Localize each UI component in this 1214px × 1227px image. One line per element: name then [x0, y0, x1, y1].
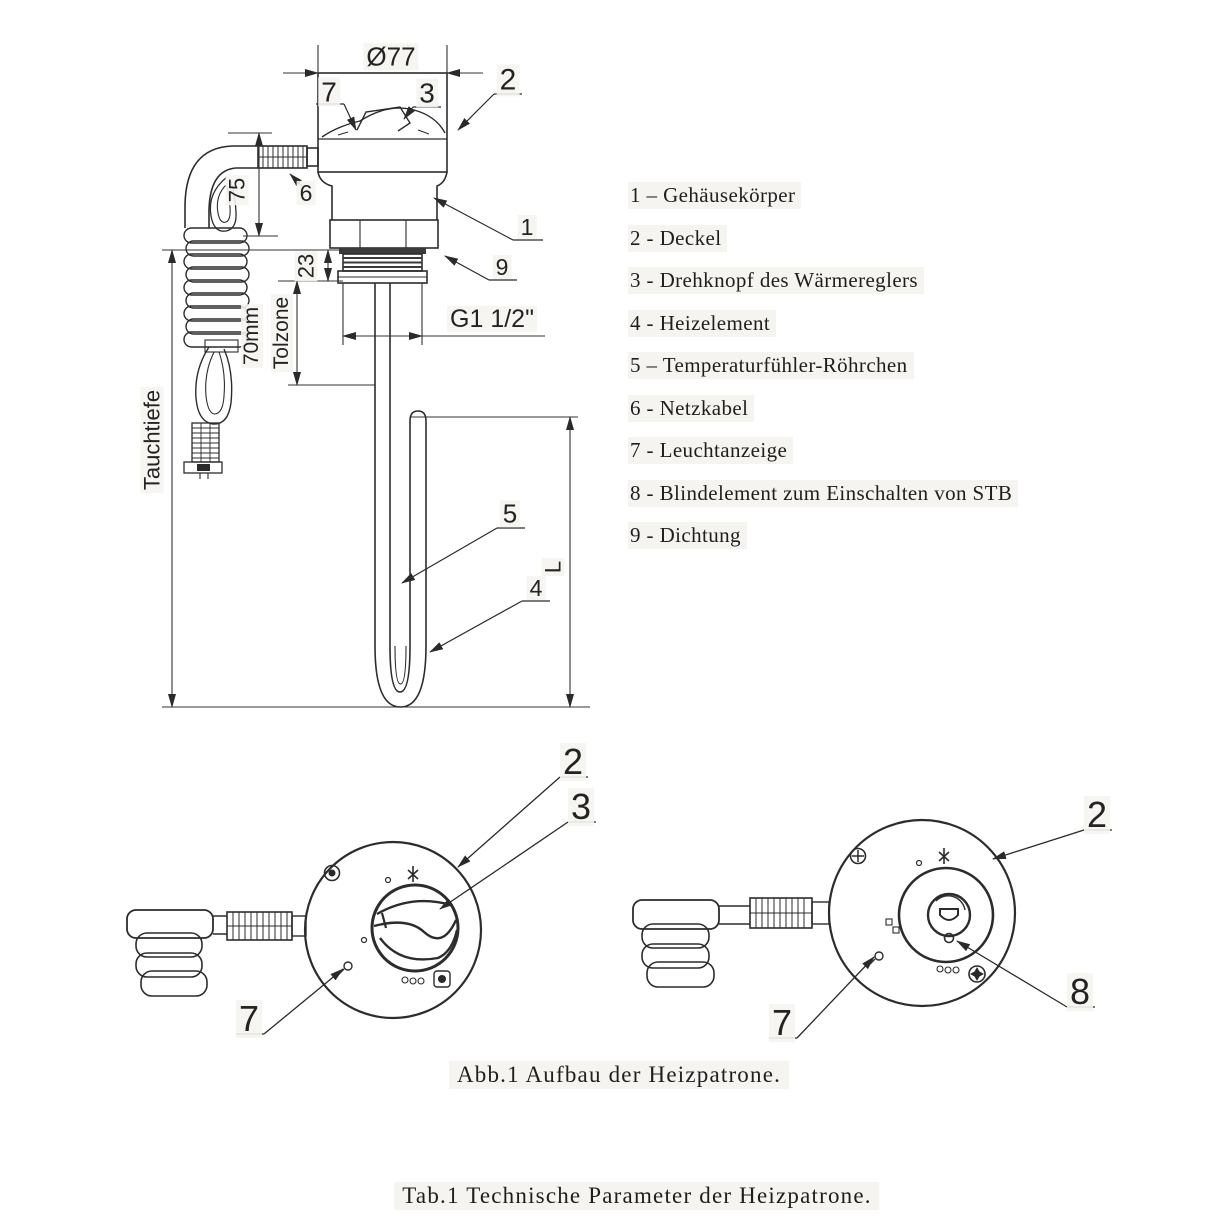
face-view-with-knob	[127, 842, 481, 1018]
main-side-view	[184, 73, 447, 707]
callout-2-main: 2	[497, 64, 520, 96]
callout-2-left-view: 2	[560, 743, 586, 781]
main-dimension-lines	[162, 45, 590, 707]
legend-item-6: 6 - Netzkabel	[628, 395, 754, 422]
callout-7-main: 7	[318, 77, 340, 106]
callout-1-main: 1	[518, 215, 537, 239]
left-view-callout-leaders	[236, 777, 596, 1034]
legend-item-3: 3 - Drehknopf des Wärmereglers	[628, 267, 924, 294]
legend-item-1: 1 – Gehäusekörper	[628, 182, 801, 209]
callout-6-main: 6	[297, 181, 316, 205]
dim-thread-size-label: G1 1/2"	[447, 306, 537, 332]
callout-7-left-view: 7	[236, 1000, 262, 1038]
callout-2-right-view: 2	[1084, 796, 1110, 834]
legend-item-2: 2 - Deckel	[628, 225, 727, 252]
callout-3-main: 3	[416, 78, 438, 107]
dim-element-length-label: L	[541, 558, 564, 576]
callout-7-right-view: 7	[769, 1004, 795, 1042]
dim-dead-zone-word-label: Tolzone	[271, 294, 293, 372]
dim-diameter-label: Ø77	[363, 43, 418, 70]
legend-item-5: 5 – Temperaturfühler-Röhrchen	[628, 352, 914, 379]
callout-9-main: 9	[493, 255, 512, 279]
callout-4-main: 4	[527, 576, 546, 600]
callout-5-main: 5	[500, 500, 520, 527]
legend-item-8: 8 - Blindelement zum Einschalten von STB	[628, 480, 1018, 507]
main-callout-leaders	[290, 94, 550, 652]
legend-item-4: 4 - Heizelement	[628, 310, 776, 337]
legend-item-7: 7 - Leuchtanzeige	[628, 437, 793, 464]
dim-dead-zone-value-label: 70mm	[241, 304, 263, 368]
parts-legend	[628, 182, 1018, 565]
callout-3-left-view: 3	[568, 788, 594, 826]
legend-item-9: 9 - Dichtung	[628, 522, 747, 549]
table-caption: Tab.1 Technische Parameter der Heizpatrone.	[394, 1182, 879, 1210]
dim-cable-bend-label: 75	[225, 175, 248, 205]
figure-caption: Abb.1 Aufbau der Heizpatrone.	[449, 1061, 789, 1089]
dim-immersion-depth-label: Tauchtiefe	[140, 387, 163, 493]
callout-8-right-view: 8	[1067, 973, 1093, 1011]
dim-thread-length-label: 23	[294, 251, 317, 281]
face-view-blind-element	[633, 820, 1015, 1006]
